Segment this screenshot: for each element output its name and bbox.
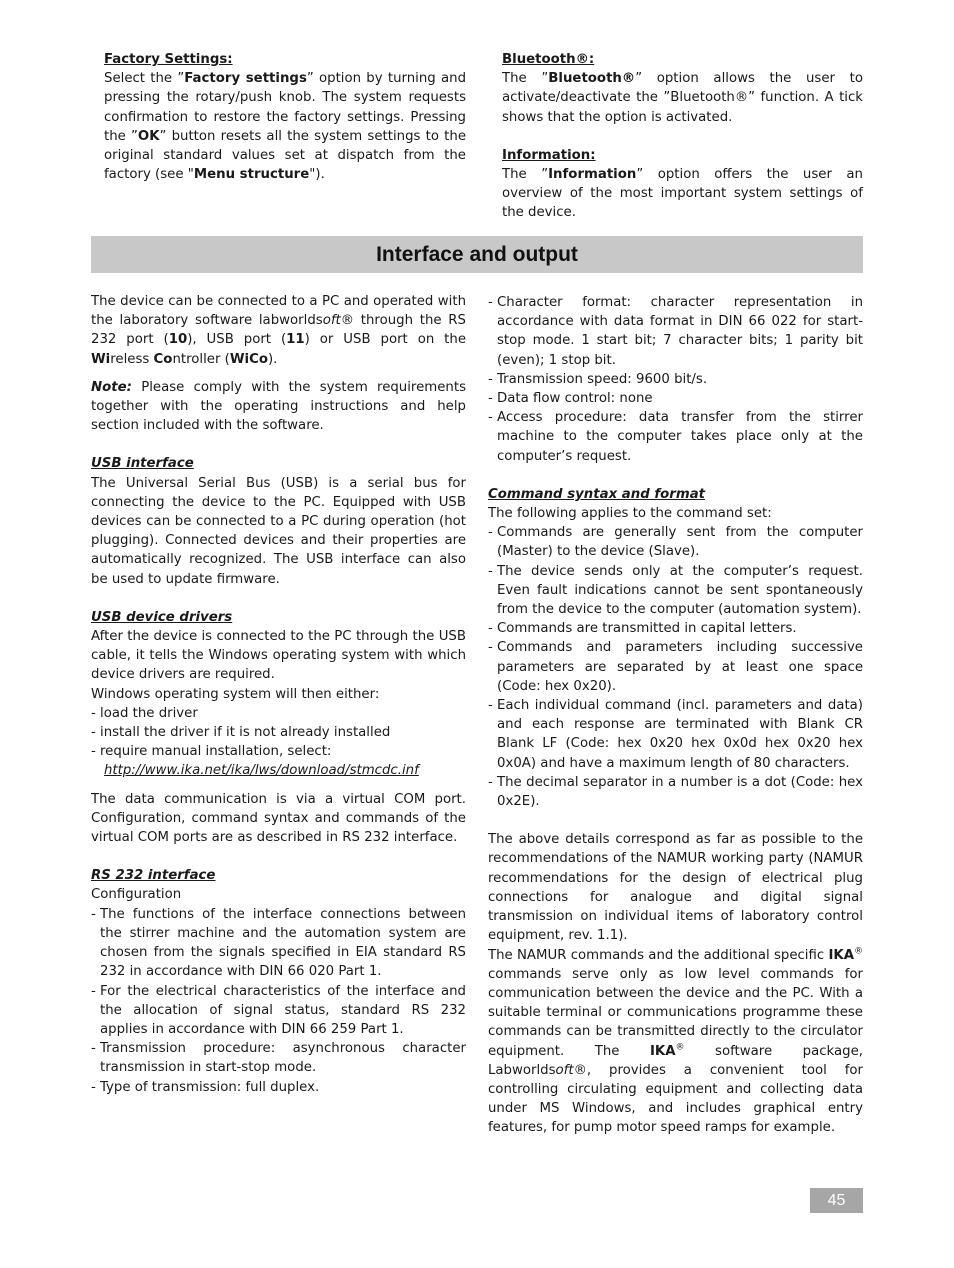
list-item: - require manual installation, select:: [91, 742, 466, 761]
command-syntax-intro: The following applies to the command set:: [488, 506, 772, 522]
list-item: - Access procedure: data transfer from the stirrer machine to the computer takes place only at the computer’s request.: [488, 408, 863, 466]
usb-interface-heading: USB interface: [91, 456, 194, 472]
text-run: ").: [309, 167, 325, 183]
left-column: [91, 292, 466, 1097]
factory-settings-text: [104, 69, 466, 184]
list-item: - Character format: character representation in accordance with data format in DIN 66 022 for start-stop mode. 1 start bit; 7 character bits; 1 parity bit (even); 1 stop bit.: [488, 293, 863, 370]
page-number: 45: [810, 1188, 863, 1213]
text-run: ®, provides a convenient tool for controlling circulating equipment and collecting data under MS Windows, and includes graphical entry features, for pump motor speed ramps for example.: [488, 1062, 863, 1136]
text-run: The NAMUR commands and the additional specific: [488, 947, 829, 963]
note-text: [91, 378, 466, 436]
list-item: - Commands and parameters including successive parameters are separated by at least one space (Code: hex 0x20).: [488, 638, 863, 696]
text-run: Select the ”: [104, 71, 185, 87]
list-item: - Transmission procedure: asynchronous character transmission in start-stop mode.: [91, 1039, 466, 1077]
text-run: ® through the RS 232 port (: [91, 313, 466, 348]
factory-settings-section: [104, 50, 466, 184]
bold-term: Information: [548, 167, 637, 183]
text-run: software package, Labworlds: [488, 1043, 863, 1078]
text-run: ” option by turning and pressing the rotary/push knob. The system requests confirmation to restore the factory settings. Pressing the ”: [104, 71, 467, 144]
drivers-list: [91, 704, 466, 762]
com-port-text: The data communication is via a virtual COM port. Configuration, command syntax and commands of the virtual COM ports are as described in RS 232 interface.: [91, 791, 466, 846]
bold-term: 10: [168, 332, 188, 348]
text-run: ).: [267, 351, 278, 367]
text-run: ” button resets all the system settings to the original standard values set at dispatch from the factory (see ": [104, 128, 467, 183]
list-item: - Transmission speed: 9600 bit/s.: [488, 370, 863, 389]
list-item: - For the electrical characteristics of the interface and the allocation of signal status, standard RS 232 applies in accordance with DIN 66 259 Part 1.: [91, 982, 466, 1040]
list-item: - The device sends only at the computer’s request. Even fault indications cannot be sent spontaneously from the device to the computer (automation system).: [488, 562, 863, 620]
registered-mark: ®: [854, 946, 863, 957]
ika-commands-text: [488, 946, 863, 1138]
bold-term: Bluetooth®: [548, 71, 636, 87]
bold-term: WiCo: [229, 351, 268, 367]
italic-term: oft: [322, 313, 341, 329]
list-item: - Type of transmission: full duplex.: [91, 1078, 466, 1097]
format-list: [488, 293, 863, 466]
rs232-list: [91, 905, 466, 1097]
usb-drivers-heading: USB device drivers: [91, 609, 233, 625]
bold-term: Menu structure: [193, 167, 310, 183]
rs232-heading: RS 232 interface: [91, 868, 216, 884]
text-run: Please comply with the system requirements together with the operating instructions and help section included with the software.: [91, 379, 466, 434]
text-run: ) or USB port on the: [304, 332, 467, 348]
factory-settings-heading: Factory Settings:: [104, 52, 233, 67]
information-heading: Information:: [502, 147, 596, 163]
text-run: commands serve only as low level commands for communication between the device and the PC. With a suitable terminal or communications programme these commands can be transmitted directly to the circulator equipment. The: [488, 966, 863, 1059]
text-run: ” option allows the user to activate/deactivate the ”Bluetooth®” function. A tick shows that the option is activated.: [502, 71, 863, 125]
driver-download-link[interactable]: http://www.ika.net/ika/lws/download/stmcdc.inf: [104, 763, 419, 779]
bold-term: OK: [137, 128, 160, 144]
bold-term: 11: [286, 332, 305, 348]
text-run: reless: [110, 351, 154, 367]
bluetooth-text: [502, 69, 863, 127]
section-title-banner: Interface and output: [91, 236, 863, 273]
bluetooth-heading: Bluetooth®:: [502, 52, 595, 67]
list-item: - install the driver if it is not already installed: [91, 723, 466, 742]
list-item: - Commands are transmitted in capital letters.: [488, 619, 863, 638]
list-item: - Each individual command (incl. parameters and data) and each response are terminated with Blank CR Blank LF (Code: hex 0x20 hex 0x0d hex 0x20 hex 0x0A) and have a maximum length of 80 characters.: [488, 696, 863, 773]
registered-mark: ®: [675, 1042, 685, 1053]
list-item: - The decimal separator in a number is a dot (Code: hex 0x2E).: [488, 773, 863, 811]
namur-text: The above details correspond as far as possible to the recommendations of the NAMUR working party (NAMUR recommendations for the design of electrical plug connections for analogue and digital signal transmission on individual items of laboratory control equipment, rev. 1.1).: [488, 832, 863, 944]
list-item: - load the driver: [91, 704, 466, 723]
bold-term: Factory settings: [184, 71, 307, 87]
bold-term: Wi: [91, 351, 111, 367]
usb-interface-text: The Universal Serial Bus (USB) is a serial bus for connecting the device to the PC. Equipped with USB devices can be connected to a PC during operation (hot plugging). Connected devices and their properties are automatically recognized. The USB interface can also be used to update firmware.: [91, 475, 466, 587]
bluetooth-information-section: [502, 50, 863, 223]
text-run: The ”: [502, 167, 549, 183]
list-item: - The functions of the interface connections between the stirrer machine and the automation system are chosen from the signals specified in EIA standard RS 232 in accordance with DIN 66 020 Part 1.: [91, 905, 466, 982]
right-column: [488, 293, 863, 1138]
text-run: ), USB port (: [187, 332, 287, 348]
bold-term: IKA: [828, 947, 854, 963]
list-item: - Data flow control: none: [488, 389, 863, 408]
note-label: Note:: [91, 379, 132, 395]
usb-drivers-then: Windows operating system will then either:: [91, 686, 380, 702]
italic-term: oft: [555, 1062, 574, 1078]
text-run: The ”: [502, 71, 549, 87]
command-syntax-heading: Command syntax and format: [488, 486, 706, 502]
text-run: ntroller (: [172, 351, 230, 367]
rs232-configuration: Configuration: [91, 887, 182, 903]
information-text: [502, 165, 863, 223]
intro-text: [91, 292, 466, 369]
syntax-list: [488, 523, 863, 811]
bold-term: Co: [153, 351, 173, 367]
text-run: The device can be connected to a PC and operated with the laboratory software labworlds: [91, 294, 466, 329]
usb-drivers-text: After the device is connected to the PC through the USB cable, it tells the Windows operating system with which device drivers are required.: [91, 629, 466, 683]
list-item: - Commands are generally sent from the computer (Master) to the device (Slave).: [488, 523, 863, 561]
bold-term: IKA: [649, 1043, 676, 1059]
text-run: ” option offers the user an overview of the most important system settings of the device.: [502, 167, 863, 221]
